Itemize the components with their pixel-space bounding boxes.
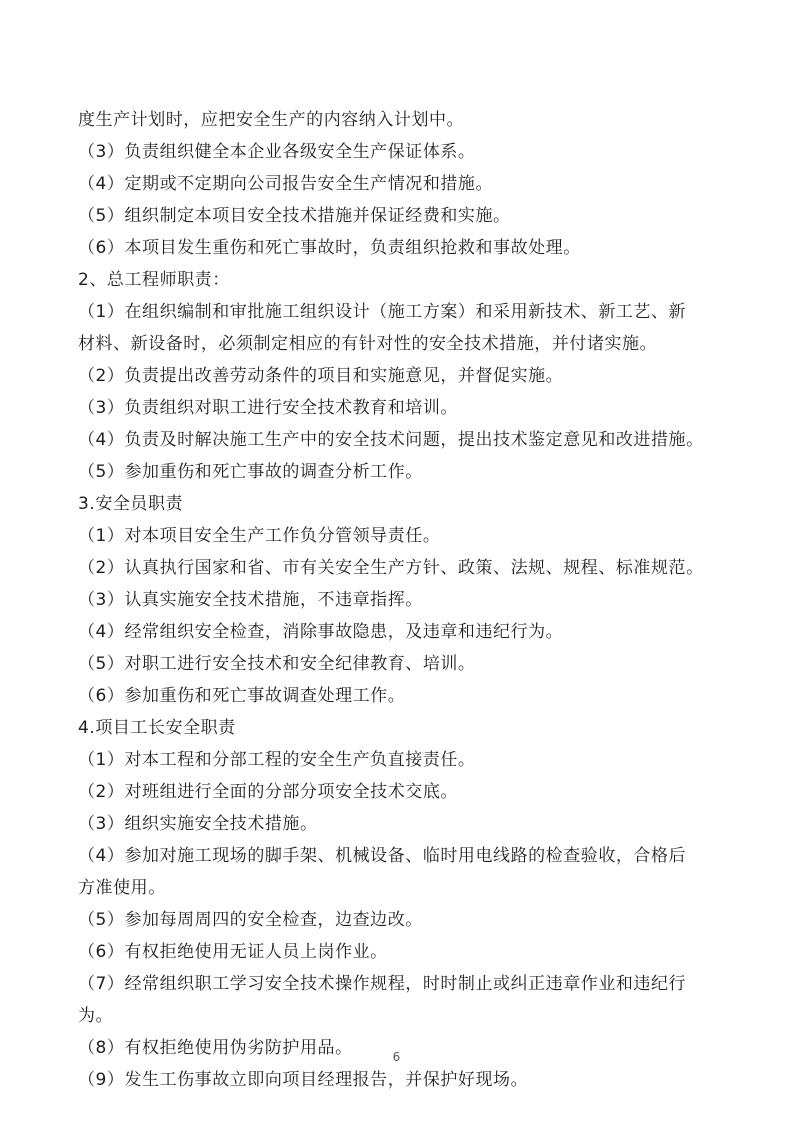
text-line: （3）负责组织对职工进行安全技术教育和培训。 [78,398,458,418]
text-line: （5）组织制定本项目安全技术措施并保证经费和实施。 [78,206,511,226]
text-line: （3）组织实施安全技术措施。 [78,814,318,834]
text-line: （3）认真实施安全技术措施，不违章指挥。 [78,590,423,610]
document-body [78,104,728,1096]
text-line: （3）负责组织健全本企业各级安全生产保证体系。 [78,142,476,162]
text-line: （2）对班组进行全面的分部分项安全技术交底。 [78,782,458,802]
section-heading: 3.安全员职责 [78,494,184,514]
text-line: （5）参加每周周四的安全检查，边查边改。 [78,910,423,930]
text-line: （2）负责提出改善劳动条件的项目和实施意见，并督促实施。 [78,366,564,386]
text-line: （2）认真执行国家和省、市有关安全生产方针、政策、法规、规程、标准规范。 [78,558,704,578]
text-line: （6）有权拒绝使用无证人员上岗作业。 [78,942,388,962]
text-line: （4）经常组织安全检查，消除事故隐患，及违章和违纪行为。 [78,622,564,642]
text-line: （4）定期或不定期向公司报告安全生产情况和措施。 [78,174,494,194]
text-line: （6）本项目发生重伤和死亡事故时，负责组织抢救和事故处理。 [78,238,581,258]
text-line: （5）参加重伤和死亡事故的调查分析工作。 [78,462,423,482]
text-line: （5）对职工进行安全技术和安全纪律教育、培训。 [78,654,476,674]
text-line: （1）对本项目安全生产工作负分管领导责任。 [78,526,441,546]
text-line: （6）参加重伤和死亡事故调查处理工作。 [78,686,406,706]
text-line: （4）负责及时解决施工生产中的安全技术问题，提出技术鉴定意见和改进措施。 [78,430,704,450]
text-line: （9）发生工伤事故立即向项目经理报告，并保护好现场。 [78,1070,529,1090]
text-line: 方准使用。 [78,878,166,898]
text-line: 为。 [78,1006,114,1026]
text-line: （1）对本工程和分部工程的安全生产负直接责任。 [78,750,476,770]
text-line: （8）有权拒绝使用伪劣防护用品。 [78,1038,353,1058]
text-line: （4）参加对施工现场的脚手架、机械设备、临时用电线路的检查验收，合格后 [78,846,687,866]
section-heading: 4.项目工长安全职责 [78,718,236,738]
text-line: 材料、新设备时，必须制定相应的有针对性的安全技术措施，并付诸实施。 [78,334,658,354]
page-number: 6 [392,1050,401,1064]
section-heading: 2、总工程师职责： [78,270,230,290]
text-line: （7）经常组织职工学习安全技术操作规程，时时制止或纠正违章作业和违纪行 [78,974,687,994]
text-line: 度生产计划时，应把安全生产的内容纳入计划中。 [78,110,465,130]
text-line: （1）在组织编制和审批施工组织设计（施工方案）和采用新技术、新工艺、新 [78,302,687,322]
